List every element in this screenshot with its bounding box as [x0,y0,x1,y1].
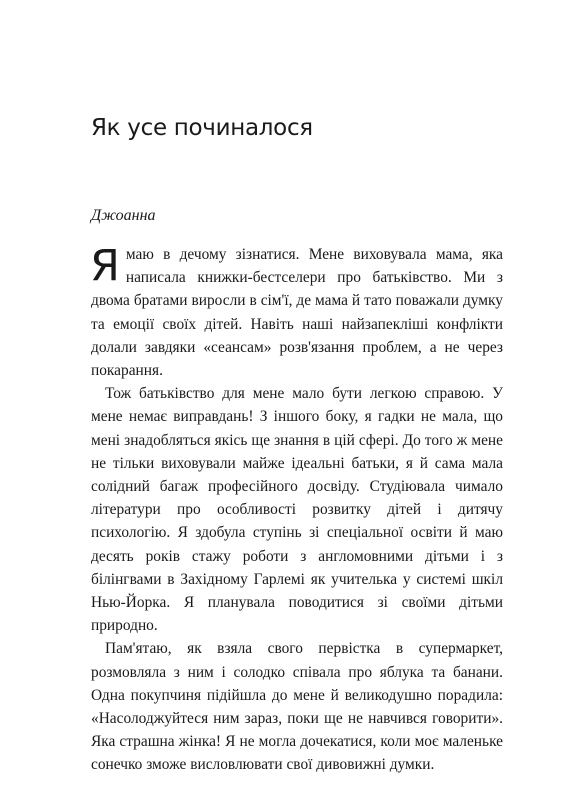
chapter-title: Як усе починалося [91,115,313,141]
paragraph-2: Тож батьківство для мене мало бути легкою справою. У мене немає виправдань! З іншого боку, я гадки не мала, що мені знадобляться якісь ще знання в цій сфері. До того ж мене не тільки виховували майже ідеальні батьки, я й сама мала солідний багаж професійного досвіду. Студіювала чимало літератури про особливості розвитку дітей і дитячу психологію. Я здобула ступінь зі спеціальної освіти й маю десять років стажу роботи з англомовними дітьми і з білінгвами в Західному Гарлемі як учителька у системі шкіл Нью-Йорка. Я планувала поводитися зі своїми дітьми природно. [91,385,503,635]
drop-cap: Я [90,241,120,291]
section-author: Джоанна [91,207,156,224]
paragraph-3: Пам'ятаю, як взяла свого первістка в супермаркет, розмовляла з ним і солодко співала про яблука та банани. Одна покупчиня підійшла до мене й великодушно порадила: «Насолоджуйтеся ним зараз, поки ще не навчився говорити». Яка страшна жінка! Я не могла дочекатися, коли моє маленьке сонечко зможе висловлювати свої дивовижні думки. [91,640,503,774]
paragraph-1-text: маю в дечому зізнатися. Мене виховувала мама, яка написала книжки-бестселери про батьківство. Ми з двома братами виросли в сім'ї, де мама й тато поважали думку та емоції своїх дітей. Навіть наші найзапекліші конфлікти долали завдяки «сеансам» розв'язання проблем, а не через покарання. [91,246,503,380]
body-text [91,243,503,777]
paragraph-1 [91,243,503,382]
book-page [91,0,503,800]
